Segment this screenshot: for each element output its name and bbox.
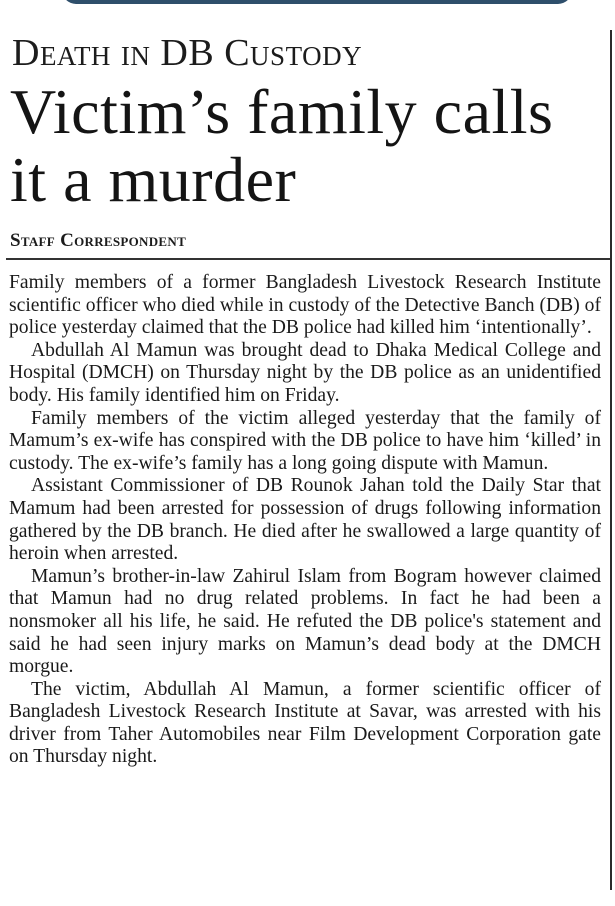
article-body — [9, 272, 601, 769]
header-banner-edge — [62, 0, 572, 4]
article-headline: Victim’s family calls it a murder — [10, 76, 554, 215]
article-byline: Staff Correspondent — [10, 230, 187, 251]
article-paragraph: Mamun’s brother-in-law Zahirul Islam from Bogram however claimed that Mamun had no drug related problems. In fact he had been a nonsmoker all his life, he said. He refuted the DB police's statement and said he had seen injury marks on Mamun’s dead body at the DMCH morgue. — [9, 565, 601, 678]
column-rule — [610, 30, 612, 890]
article-paragraph: The victim, Abdullah Al Mamun, a former scientific officer of Bangladesh Livestock Research Institute at Savar, was arrested with his driver from Taher Automobiles near Film Development Corporation gate on Thursday night. — [9, 678, 601, 768]
article-paragraph: Assistant Commissioner of DB Rounok Jahan told the Daily Star that Mamum had been arrested for possession of drugs following information gathered by the DB branch. He died after he swallowed a large quantity of heroin when arrested. — [9, 475, 601, 565]
article-paragraph: Abdullah Al Mamun was brought dead to Dhaka Medical College and Hospital (DMCH) on Thursday night by the DB police as an unidentified body. His family identified him on Friday. — [9, 339, 601, 406]
byline-divider — [6, 258, 610, 260]
article-kicker: Death in DB Custody — [12, 32, 363, 74]
article-paragraph: Family members of a former Bangladesh Livestock Research Institute scientific officer who died while in custody of the Detective Banch (DB) of police yesterday claimed that the DB police had killed him ‘intentionally’. — [9, 272, 601, 339]
article-paragraph: Family members of the victim alleged yesterday that the family of Mamum’s ex-wife has conspired with the DB police to have him ‘killed’ in custody. The ex-wife’s family has a long going dispute with Mamun. — [9, 407, 601, 474]
